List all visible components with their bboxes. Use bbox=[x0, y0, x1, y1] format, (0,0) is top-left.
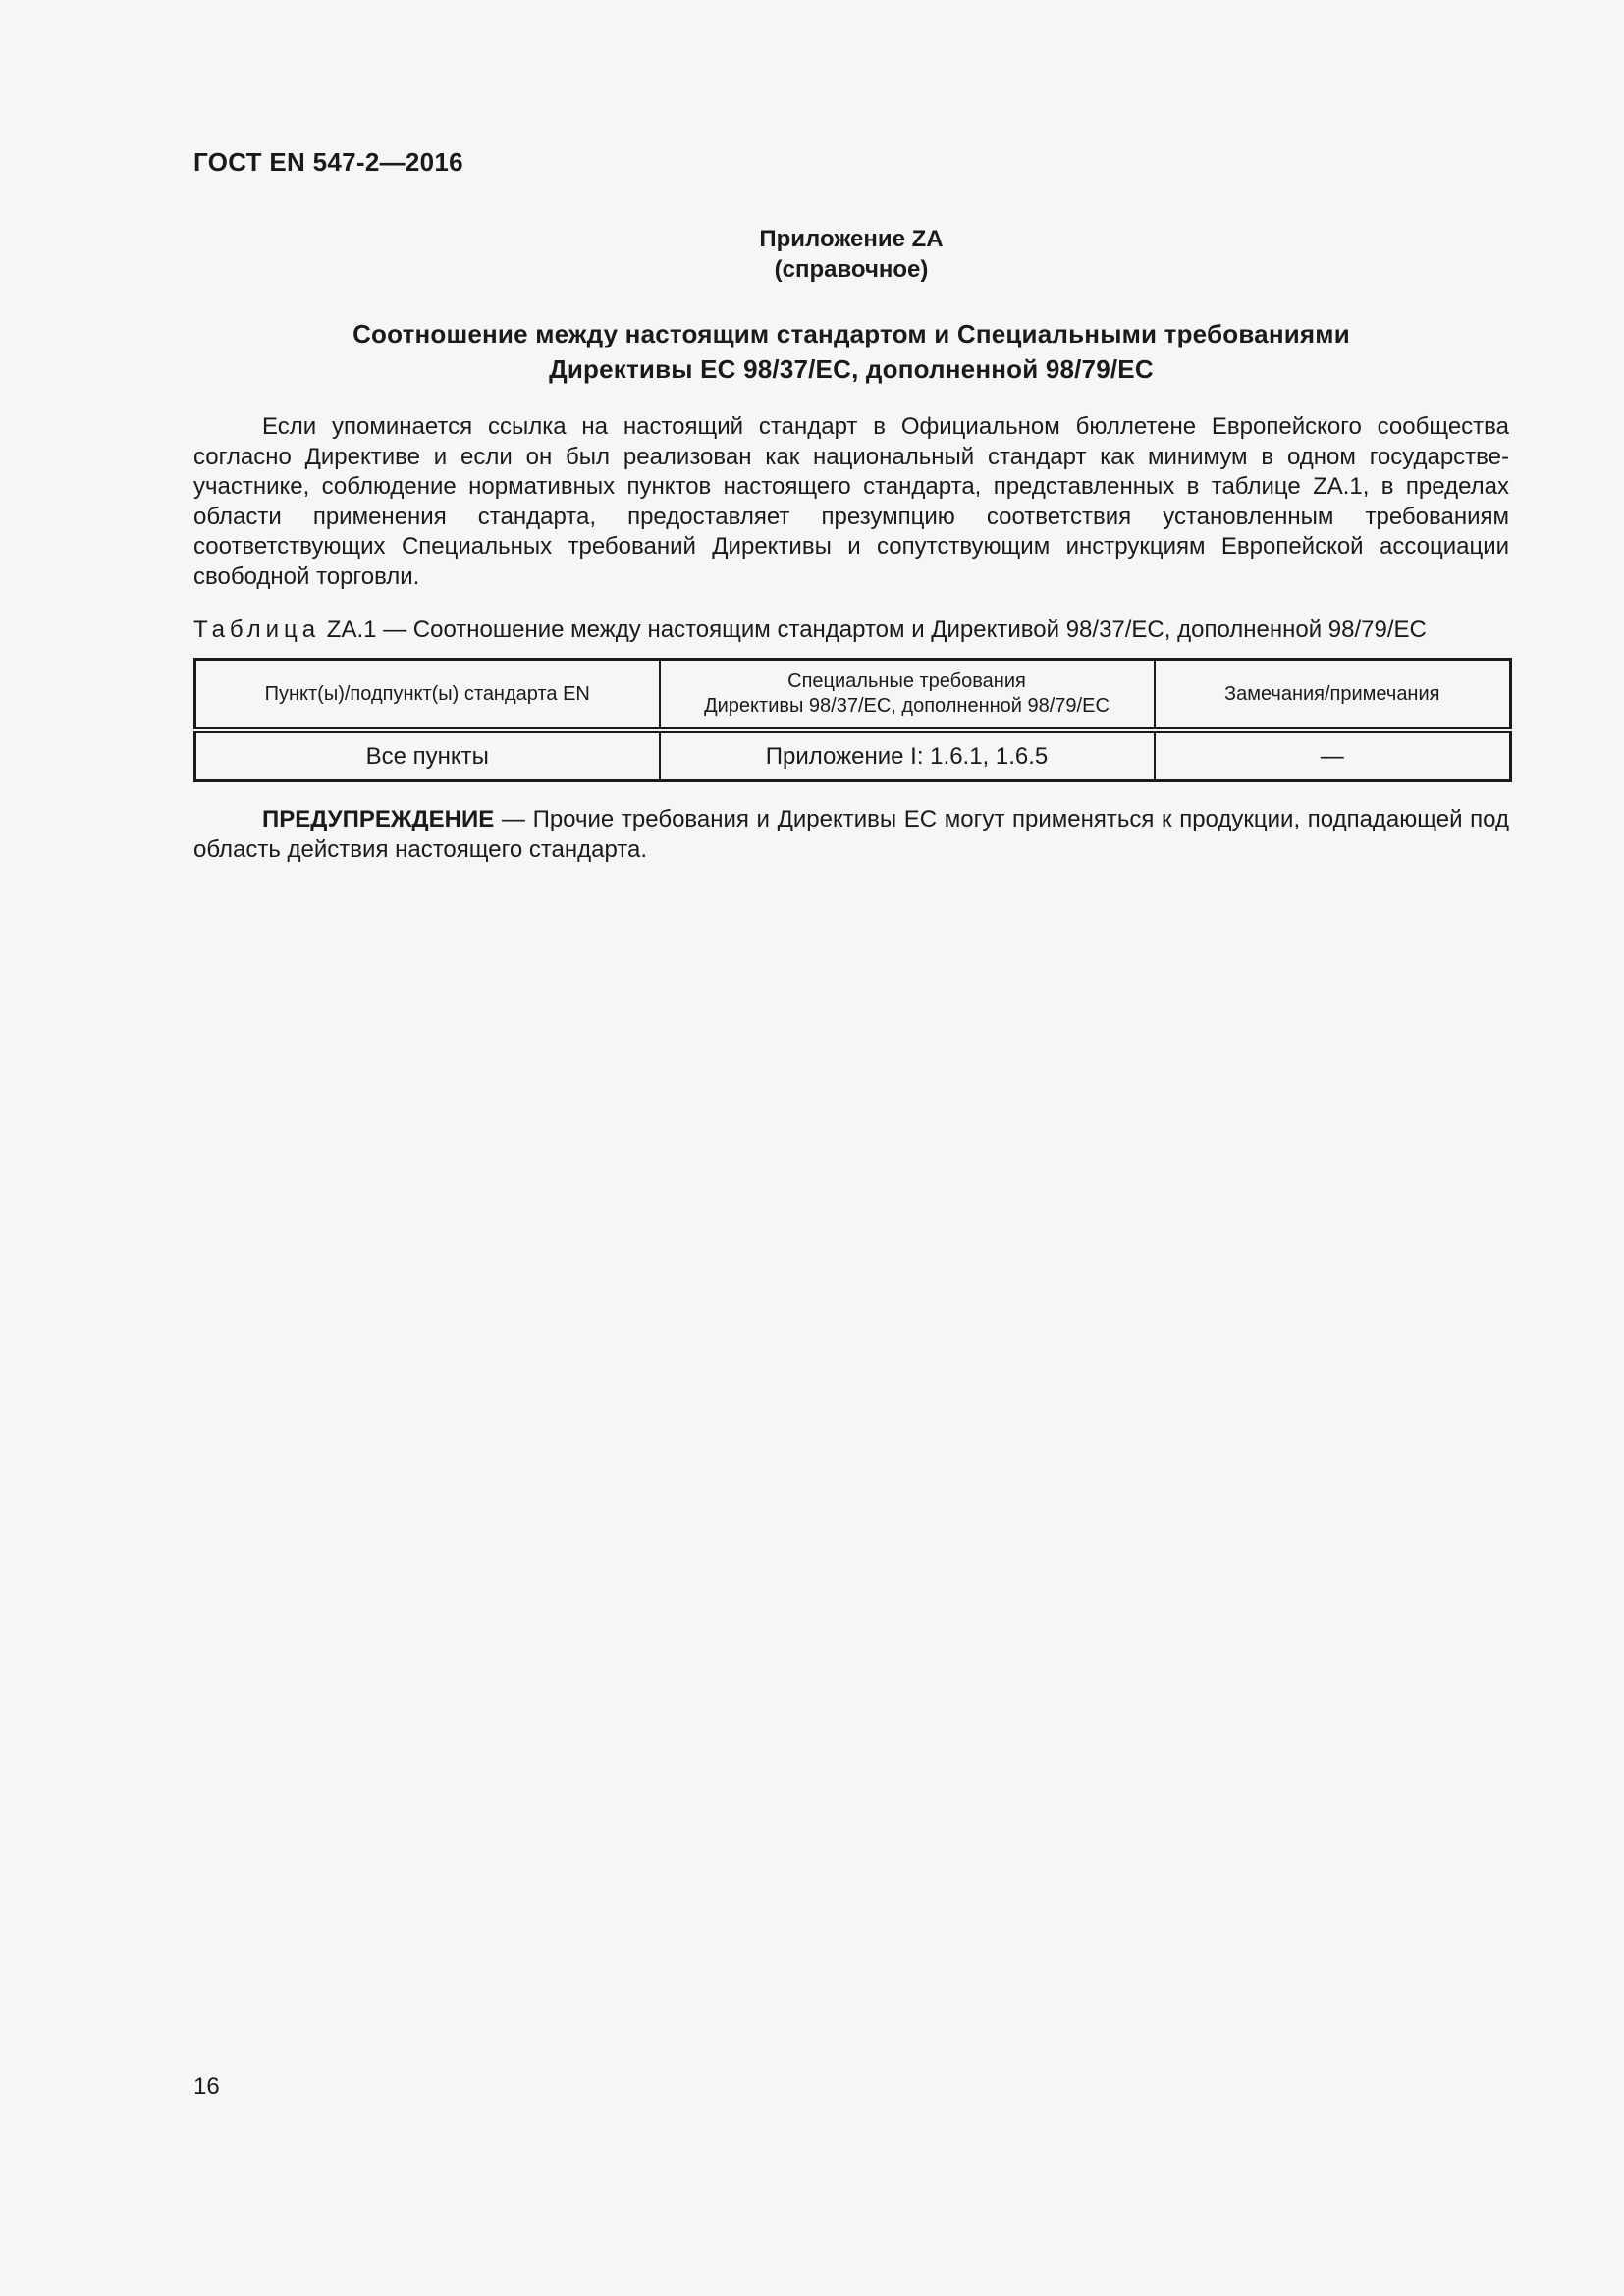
table-cell-clauses: Все пункты bbox=[195, 730, 660, 781]
table-header-remarks: Замечания/примечания bbox=[1155, 660, 1511, 731]
annex-title-line2: Директивы ЕС 98/37/ЕС, дополненной 98/79/ЕС bbox=[549, 354, 1154, 384]
annex-title bbox=[193, 316, 1509, 387]
warning-label: ПРЕДУПРЕЖДЕНИЕ bbox=[262, 806, 495, 832]
annex-title-line1: Соотношение между настоящим стандартом и Специальными требованиями bbox=[352, 319, 1350, 348]
annex-status: (справочное) bbox=[774, 256, 929, 283]
annex-heading bbox=[193, 224, 1509, 285]
table-cell-remarks: — bbox=[1155, 730, 1511, 781]
correspondence-table bbox=[193, 658, 1512, 782]
warning-text: — Прочие требования и Директивы ЕС могут применяться к продукции, подпадающей под область действия настоящего стандарта. bbox=[193, 806, 1509, 863]
table-header-requirements-line1: Специальные требования bbox=[787, 670, 1026, 692]
intro-paragraph: Если упоминается ссылка на настоящий стандарт в Официальном бюллетене Европейского сообщества согласно Директиве и если он был реализован как национальный стандарт как минимум в одном государстве-участнике, соблюдение нормативных пунктов настоящего стандарта, представленных в таблице ZA.1, в пределах области применения стандарта, предоставляет презумпцию соответствия установленным требованиям соответствующих Специальных требований Директивы и сопутствующим инструкциям Европейской ассоциации свободной торговли. bbox=[193, 413, 1509, 590]
table-header-requirements bbox=[660, 660, 1155, 731]
document-code: ГОСТ EN 547-2—2016 bbox=[193, 147, 463, 177]
table-caption-word: Таблица bbox=[193, 616, 321, 643]
table-caption bbox=[193, 615, 1509, 645]
table-caption-text: ZA.1 — Соотношение между настоящим стандартом и Директивой 98/37/ЕС, дополненной 98/79/ЕС bbox=[326, 616, 1427, 643]
table-header-row bbox=[195, 660, 1511, 731]
table-header-requirements-line2: Директивы 98/37/ЕС, дополненной 98/79/ЕС bbox=[704, 695, 1110, 717]
warning-paragraph bbox=[193, 805, 1509, 865]
page-number: 16 bbox=[193, 2073, 220, 2100]
annex-label: Приложение ZA bbox=[759, 226, 944, 252]
table-cell-requirements: Приложение I: 1.6.1, 1.6.5 bbox=[660, 730, 1155, 781]
table-row bbox=[195, 730, 1511, 781]
table-header-clauses: Пункт(ы)/подпункт(ы) стандарта EN bbox=[195, 660, 660, 731]
